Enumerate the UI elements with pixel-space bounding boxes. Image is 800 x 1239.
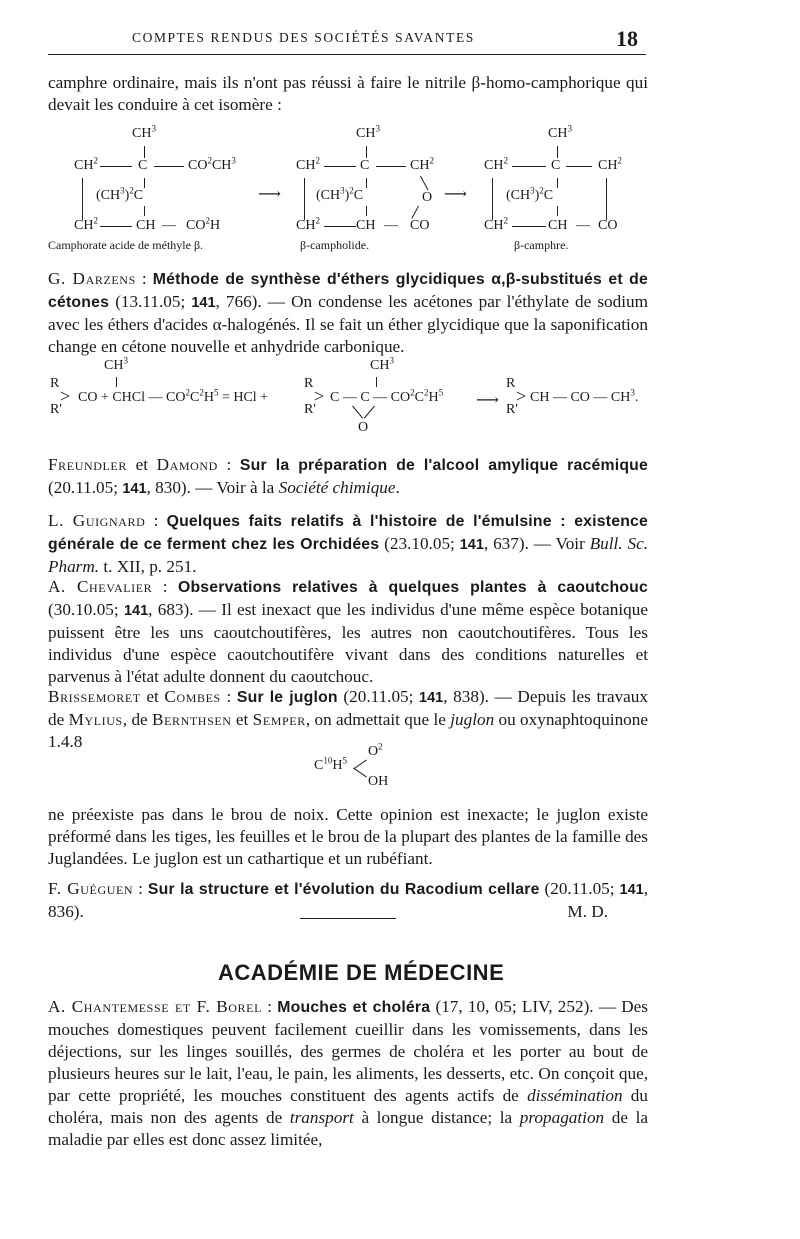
bond-dash: —: [384, 218, 398, 233]
volume: 141: [191, 295, 216, 311]
ref: (20.11.05;: [48, 478, 123, 497]
s2-o: O: [358, 420, 369, 435]
running-header: COMPTES RENDUS DES SOCIÉTÉS SAVANTES: [132, 30, 475, 45]
c-ch2b: $CH^2$: [484, 215, 508, 233]
a-ch3: $CH^3$: [132, 123, 156, 141]
entry-text: On condense les acétones par l'éthylate de sodium avec les éthers d'acides α-halogénés. Il se fait un éther glycidique que la saponification change en cétone nouvelle et anhydride carbonique.: [48, 292, 648, 356]
entry-brissemoret: Brissemoret et Combes : Sur le juglon (20.11.05; 141, 838). — Depuis les travaux de Mylius, de Bernthsen et Semper, on admettait que le juglon ou oxynaphtoquinone 1.4.8: [48, 687, 648, 751]
arrow-icon: ⟶: [258, 186, 281, 203]
b-cme2: $(CH^3)^2C$: [316, 185, 364, 203]
c-ch2: $CH^2$: [484, 155, 508, 173]
bond: [352, 406, 363, 419]
b-ch2r: $CH^2$: [410, 155, 434, 173]
b-c: C: [360, 158, 370, 173]
s2-ch3b: $CH^3$: [370, 355, 394, 373]
ref: .: [395, 478, 400, 497]
entry-text: et: [231, 710, 253, 729]
entry-text: ou oxynaphtoquinone 1.4.8: [48, 710, 648, 751]
bond: [557, 178, 558, 188]
author: Freundler: [48, 455, 127, 474]
ref: , 838). —: [443, 687, 518, 706]
bond: [606, 178, 607, 220]
entry-text: Il est inexact que les individus d'une même espèce botanique puissent être les uns caoutchoutifères, les autres non caoutchoutifères. Tous les individus d'une espèce caoutchoutifère vivant dans des conditions naturelles et parvenus à l'état adulte donnent du caoutchouc.: [48, 600, 648, 686]
b-co: CO: [410, 218, 430, 233]
bond: [154, 166, 184, 167]
bond: [324, 166, 356, 167]
b-o: O: [422, 190, 433, 205]
bond: [116, 377, 117, 387]
author: L. Guignard: [48, 511, 146, 530]
page-number: 18: [616, 26, 638, 51]
entry-gueguen: F. Guéguen : Sur la structure et l'évolution du Racodium cellare (20.11.05; 141, 836). M. D.: [48, 879, 648, 921]
formula-o2: $O^2$: [368, 741, 383, 759]
entry-text: de la maladie par elles est donc assez limitée,: [48, 1108, 648, 1149]
arrow-icon: ⟶: [444, 186, 467, 203]
author: Brissemoret: [48, 687, 141, 706]
a-c: C: [138, 158, 148, 173]
header-rule: [48, 54, 646, 55]
bond-dash: —: [576, 218, 590, 233]
s2-r-c: R: [506, 376, 516, 391]
bond: [512, 226, 546, 227]
a-ch2b: $CH^2$: [74, 215, 98, 233]
volume: 141: [619, 882, 644, 898]
a-ch2: $CH^2$: [74, 155, 98, 173]
ref: , 830). — Voir à la: [146, 478, 279, 497]
c-ch3: $CH^3$: [548, 123, 572, 141]
entry-text: du choléra, mais non des agents de: [48, 1086, 648, 1127]
ref: (20.11.05;: [337, 687, 420, 706]
ref: (20.11.05;: [539, 879, 620, 898]
a-co2ch3: $CO^2CH^3$: [188, 155, 236, 173]
signature: M. D.: [567, 902, 608, 921]
ref-italic: Société chimique: [278, 478, 396, 497]
bond: [100, 226, 132, 227]
bond: [144, 206, 145, 216]
chevron-right-icon: >: [516, 386, 527, 406]
bond: [100, 166, 132, 167]
author: A. Chevalier: [48, 577, 153, 596]
bond: [557, 146, 558, 158]
caption-campholide: β-campholide.: [300, 238, 370, 252]
b-ch2b: $CH^2$: [296, 215, 320, 233]
bond: [324, 226, 356, 227]
conjunction: et: [140, 687, 165, 706]
entry-title: Méthode de synthèse d'éthers glycidiques α,β-substitués et de cétones: [48, 271, 648, 311]
term-italic: dissémination: [527, 1086, 623, 1105]
entry-text: à longue distance; la: [353, 1108, 520, 1127]
author: Damond: [156, 455, 218, 474]
bond: [512, 166, 546, 167]
s2-right: CH — CO — $CH^3$.: [530, 387, 639, 405]
chevron-right-icon: >: [60, 386, 71, 406]
ref: , 683). —: [148, 600, 222, 619]
bond: [366, 178, 367, 188]
bond: [364, 406, 375, 419]
bond: [566, 166, 592, 167]
bond: [353, 768, 367, 778]
bond: [376, 166, 406, 167]
s2-ch3a: $CH^3$: [104, 355, 128, 373]
c-ch: CH: [548, 218, 568, 233]
term-italic: juglon: [450, 710, 495, 729]
term-italic: transport: [289, 1108, 354, 1127]
entry-brissemoret-cont: ne préexiste pas dans le brou de noix. Cette opinion est inexacte; le juglon existe préformé dans les tiges, les feuilles et le brou de la plupart des plantes de la famille des Juglandées. Le juglon est un cathartique et un rubéfiant.: [48, 805, 648, 868]
b-ch2: $CH^2$: [296, 155, 320, 173]
a-cme2: $(CH^3)^2C$: [96, 185, 144, 203]
s2-r: R: [50, 376, 60, 391]
bond: [376, 377, 377, 387]
entry-text: Des mouches domestiques peuvent facilement cueillir dans les vomissements, dans les déjections, sur les linges souillés, des germes de choléra et les porter au bout de plusieurs heures sur le lait, l'eau, le pain, les aliments, les desserts, etc. On conçoit que, par cette propriété, les mouches constituent des agents actifs de: [48, 997, 648, 1105]
entry-title: Sur la structure et l'évolution du Racodium cellare: [147, 881, 540, 898]
volume: 141: [419, 690, 444, 706]
bond: [304, 178, 305, 220]
section-title: ACADÉMIE DE MÉDECINE: [218, 960, 505, 985]
bond: [411, 206, 418, 219]
author: Combes: [164, 687, 221, 706]
bond: [82, 178, 83, 220]
chevron-right-icon: >: [314, 386, 325, 406]
entry-title: Quelques faits relatifs à l'histoire de l'émulsine : existence générale de ce ferment chez les Orchidées: [48, 513, 649, 553]
s2-r2: R': [50, 402, 62, 417]
entry-chantemesse: A. Chantemesse et F. Borel : Mouches et choléra (17, 10, 05; LIV, 252). — Des mouches domestiques peuvent facilement cueillir dans les vomissements, dans les déjections, sur les linges souillés, des germes de choléra et les porter au bout de plusieurs heures sur le lait, l'eau, le pain, les aliments, les desserts, etc. On conçoit que, par cette propriété, les mouches constituent des agents actifs de dissémination du choléra, mais non des agents de transport à longue distance; la propagation de la maladie par elles est donc assez limitée,: [48, 997, 648, 1149]
ref: (17, 10, 05; LIV, 252). —: [430, 997, 622, 1016]
b-ch3: $CH^3$: [356, 123, 380, 141]
b-ch: CH: [356, 218, 376, 233]
s2-r-b: R: [304, 376, 314, 391]
entry-title: Observations relatives à quelques plantes à caoutchouc: [177, 579, 648, 596]
ref: (13.11.05;: [109, 292, 192, 311]
term-italic: propagation: [519, 1108, 605, 1127]
entry-guignard: L. Guignard : Quelques faits relatifs à l'histoire de l'émulsine : existence générale de ce ferment chez les Orchidées (23.10.05; 141, 637). — Voir Bull. Sc. Pharm. t. XII, p. 251.: [48, 511, 649, 576]
c-ch2r: $CH^2$: [598, 155, 622, 173]
c-cme2: $(CH^3)^2C$: [506, 185, 554, 203]
volume: 141: [122, 481, 147, 497]
author: A. Chantemesse et F. Borel: [48, 997, 262, 1016]
bond: [366, 146, 367, 158]
bond-dash: —: [162, 218, 176, 233]
bond: [557, 206, 558, 216]
cited-name: Mylius: [68, 710, 123, 729]
entry-freundler: Freundler et Damond : Sur la préparation de l'alcool amylique racémique (20.11.05; 141, 830). — Voir à la Société chimique.: [48, 455, 648, 497]
bond: [420, 176, 428, 191]
author: G. Darzens: [48, 269, 136, 288]
a-co2h: $CO^2H$: [186, 215, 221, 233]
ref-italic: Bull. Sc. Pharm.: [48, 534, 649, 576]
entry-text: Depuis les travaux de: [48, 687, 648, 729]
c-co: CO: [598, 218, 618, 233]
cited-name: Semper: [252, 710, 306, 729]
author: F. Guéguen: [48, 879, 134, 898]
bond: [492, 178, 493, 220]
entry-title: Sur la préparation de l'alcool amylique racémique: [239, 457, 648, 474]
bond: [366, 206, 367, 216]
entry-text: , de: [122, 710, 153, 729]
s2-r2-c: R': [506, 402, 518, 417]
entry-darzens: G. Darzens : Méthode de synthèse d'éthers glycidiques α,β-substitués et de cétones (13.11.05; 141, 766). — On condense les acétones par l'éthylate de sodium avec les éthers d'acides α-halogénés. Il se fait un éther glycidique que la saponification change en cétone nouvelle et anhydride carbonique.: [48, 269, 648, 356]
section-divider: [300, 918, 396, 919]
bond: [144, 178, 145, 188]
conjunction: et: [126, 455, 157, 474]
entry-title: Mouches et choléra: [277, 999, 431, 1016]
s2-left: CO + CHCl — $CO^2C^2H^5$ = HCl +: [78, 387, 269, 405]
ref: (30.10.05;: [48, 600, 124, 619]
caption-camphorate: Camphorate acide de méthyle β.: [48, 238, 204, 252]
ref: t. XII, p. 251.: [99, 557, 197, 576]
a-ch: CH: [136, 218, 156, 233]
caption-camphre: β-camphre.: [514, 238, 569, 252]
volume: 141: [123, 603, 149, 619]
formula-oh: OH: [368, 774, 389, 789]
entry-chevalier: A. Chevalier : Observations relatives à quelques plantes à caoutchouc (30.10.05; 141, 683). — Il est inexact que les individus d'une même espèce botanique puissent être les uns caoutchoutifères, les autres non caoutchoutifères. Tous les individus d'une espèce caoutchoutifère vivant dans des conditions naturelles et parvenus à l'état adulte donnent du caoutchouc.: [48, 577, 648, 686]
s2-mid: C — C — $CO^2C^2H^5$: [330, 387, 444, 405]
entry-text: , on admettait que le: [305, 710, 451, 729]
cited-name: Bernthsen: [152, 710, 232, 729]
ref: (23.10.05;: [379, 534, 460, 553]
ref: , 766). —: [215, 292, 292, 311]
ref: , 637). — Voir: [483, 534, 590, 553]
formula-c10h5: $C^{10}H^5$: [314, 755, 347, 773]
c-c: C: [551, 158, 561, 173]
entry-title: Sur le juglon: [236, 689, 338, 706]
arrow-icon: ⟶: [476, 392, 499, 409]
volume: 141: [459, 537, 484, 553]
intro-paragraph: camphre ordinaire, mais ils n'ont pas réussi à faire le nitrile β-homo-camphorique qui devait les conduire à cet isomère :: [48, 73, 648, 114]
s2-r2-b: R': [304, 402, 316, 417]
ref: , 836).: [48, 879, 648, 921]
bond: [144, 146, 145, 158]
